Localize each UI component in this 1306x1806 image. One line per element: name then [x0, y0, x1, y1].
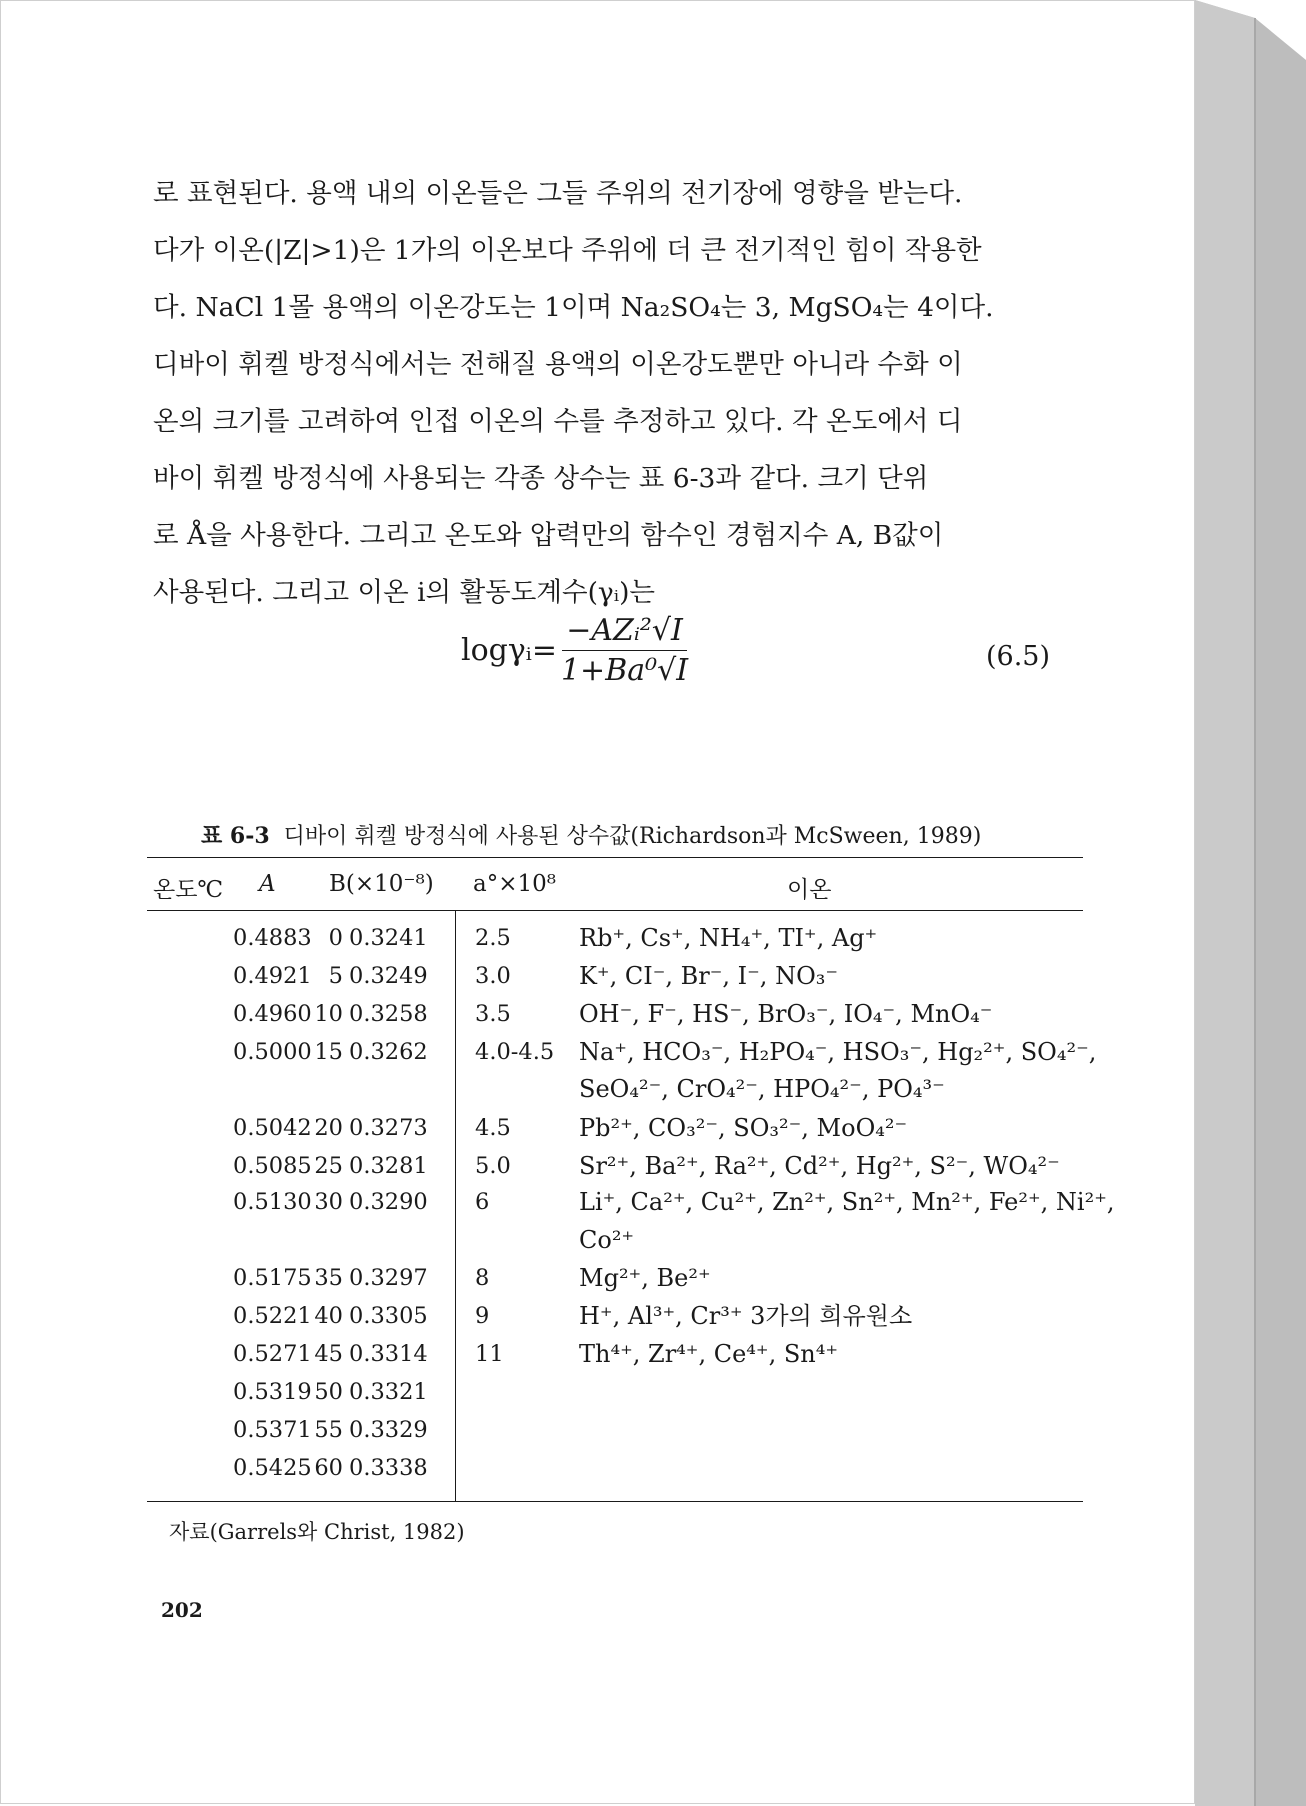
- ions-cell: Sr²⁺, Ba²⁺, Ra²⁺, Cd²⁺, Hg²⁺, S²⁻, WO₄²⁻: [579, 1152, 1060, 1180]
- paragraph-line: 로 표현된다. 용액 내의 이온들은 그들 주위의 전기장에 영향을 받는다.: [153, 178, 963, 209]
- table-source: 자료(Garrels와 Christ, 1982): [169, 1520, 465, 1544]
- ion-size-cell: 4.0-4.5: [475, 1039, 555, 1065]
- b-cell: 0.3273: [349, 1115, 428, 1141]
- book-page-edge: [1195, 0, 1306, 1806]
- header-b: B(×10⁻⁸): [329, 871, 434, 897]
- ions-cell: H⁺, Al³⁺, Cr³⁺ 3가의 희유원소: [579, 1302, 913, 1330]
- b-cell: 0.3338: [349, 1455, 428, 1481]
- temperature-cell: 60: [314, 1455, 343, 1481]
- table-row: [147, 1411, 1083, 1449]
- ion-size-cell: 3.0: [475, 963, 511, 989]
- table-row: [147, 1335, 1083, 1373]
- paragraph-line: 사용된다. 그리고 이온 i의 활동도계수(γᵢ)는: [153, 577, 656, 608]
- a-cell: 0.5175: [233, 1265, 312, 1291]
- a-cell: 0.5221: [233, 1303, 312, 1329]
- table-row: [147, 1297, 1083, 1335]
- ion-size-cell: 8: [475, 1265, 490, 1291]
- a-cell: 0.5371: [233, 1417, 312, 1443]
- temperature-cell: 5: [328, 963, 343, 989]
- a-cell: 0.5000: [233, 1039, 312, 1065]
- table-row: [147, 1147, 1083, 1185]
- temperature-cell: 35: [314, 1265, 343, 1291]
- temperature-cell: 20: [314, 1115, 343, 1141]
- temperature-cell: 25: [314, 1153, 343, 1179]
- a-cell: 0.5271: [233, 1341, 312, 1367]
- a-cell: 0.4883: [233, 925, 312, 951]
- a-cell: 0.5085: [233, 1153, 312, 1179]
- ion-size-cell: 4.5: [475, 1115, 511, 1141]
- b-cell: 0.3241: [349, 925, 428, 951]
- a-cell: 0.5042: [233, 1115, 312, 1141]
- ion-size-cell: 2.5: [475, 925, 511, 951]
- ions-cell: Rb⁺, Cs⁺, NH₄⁺, TI⁺, Ag⁺: [579, 924, 878, 952]
- ions-cell: Co²⁺: [579, 1226, 635, 1254]
- ion-size-cell: 6: [475, 1189, 490, 1215]
- b-cell: 0.3297: [349, 1265, 428, 1291]
- table-row: [147, 1183, 1115, 1221]
- paragraph-line: 디바이 휘켈 방정식에서는 전해질 용액의 이온강도뿐만 아니라 수화 이: [153, 349, 963, 380]
- ion-size-cell: 11: [475, 1341, 504, 1367]
- b-cell: 0.3249: [349, 963, 428, 989]
- table-row: [147, 919, 1083, 957]
- body-paragraph: [153, 165, 1058, 621]
- table-row: [147, 1449, 1083, 1487]
- equation-denominator: 1+Ba⁰√I: [560, 653, 689, 688]
- table-row: [147, 1070, 1083, 1108]
- paragraph-line: 바이 휘켈 방정식에 사용되는 각종 상수는 표 6-3과 같다. 크기 단위: [153, 463, 929, 494]
- table-label: 표 6-3: [201, 823, 270, 849]
- a-cell: 0.4921: [233, 963, 312, 989]
- table-top-rule: [147, 857, 1083, 858]
- equation-lhs: logγᵢ=: [461, 633, 557, 668]
- table-row: [147, 1033, 1097, 1071]
- b-cell: 0.3329: [349, 1417, 428, 1443]
- b-cell: 0.3258: [349, 1001, 428, 1027]
- ion-size-cell: 9: [475, 1303, 490, 1329]
- ion-size-cell: 5.0: [475, 1153, 511, 1179]
- a-cell: 0.5425: [233, 1455, 312, 1481]
- header-temperature: 온도℃: [153, 877, 224, 903]
- paragraph-line: 온의 크기를 고려하여 인접 이온의 수를 추정하고 있다. 각 온도에서 디: [153, 406, 963, 437]
- table-caption: [201, 819, 981, 850]
- b-cell: 0.3305: [349, 1303, 428, 1329]
- temperature-cell: 15: [314, 1039, 343, 1065]
- ions-cell: SeO₄²⁻, CrO₄²⁻, HPO₄²⁻, PO₄³⁻: [579, 1075, 945, 1103]
- header-ions: 이온: [787, 877, 832, 903]
- temperature-cell: 30: [314, 1189, 343, 1215]
- b-cell: 0.3262: [349, 1039, 428, 1065]
- table-header-rule: [147, 910, 1083, 911]
- equation: [461, 613, 688, 688]
- temperature-cell: 10: [314, 1001, 343, 1027]
- a-cell: 0.4960: [233, 1001, 312, 1027]
- b-cell: 0.3321: [349, 1379, 428, 1405]
- temperature-cell: 0: [328, 925, 343, 951]
- table-row: [147, 1221, 1083, 1259]
- ion-size-cell: 3.5: [475, 1001, 511, 1027]
- temperature-cell: 45: [314, 1341, 343, 1367]
- paragraph-line: 로 Å을 사용한다. 그리고 온도와 압력만의 함수인 경험지수 A, B값이: [153, 520, 944, 551]
- header-a: A: [259, 871, 276, 897]
- table-bottom-rule: [147, 1501, 1083, 1502]
- ions-cell: Th⁴⁺, Zr⁴⁺, Ce⁴⁺, Sn⁴⁺: [579, 1340, 839, 1368]
- a-cell: 0.5319: [233, 1379, 312, 1405]
- table-row: [147, 1259, 1083, 1297]
- table-caption-text: 디바이 휘켈 방정식에 사용된 상수값(Richardson과 McSween, 1989): [283, 824, 982, 849]
- ions-cell: Pb²⁺, CO₃²⁻, SO₃²⁻, MoO₄²⁻: [579, 1114, 908, 1142]
- b-cell: 0.3314: [349, 1341, 428, 1367]
- temperature-cell: 40: [314, 1303, 343, 1329]
- equation-number: (6.5): [986, 641, 1051, 672]
- ions-cell: Mg²⁺, Be²⁺: [579, 1264, 711, 1292]
- table-row: [147, 995, 1083, 1033]
- paragraph-line: 다가 이온(|Z|>1)은 1가의 이온보다 주위에 더 큰 전기적인 힘이 작용한: [153, 235, 982, 266]
- temperature-cell: 55: [314, 1417, 343, 1443]
- ions-cell: OH⁻, F⁻, HS⁻, BrO₃⁻, IO₄⁻, MnO₄⁻: [579, 1000, 993, 1028]
- table-row: [147, 957, 1083, 995]
- header-ion-size: a°×10⁸: [473, 871, 556, 897]
- page-number: 202: [161, 1598, 203, 1622]
- ions-cell: K⁺, CI⁻, Br⁻, I⁻, NO₃⁻: [579, 962, 839, 990]
- ions-cell: Li⁺, Ca²⁺, Cu²⁺, Zn²⁺, Sn²⁺, Mn²⁺, Fe²⁺, Ni²⁺,: [579, 1188, 1115, 1216]
- paragraph-line: 다. NaCl 1몰 용액의 이온강도는 1이며 Na₂SO₄는 3, MgSO₄는 4이다.: [153, 292, 994, 323]
- equation-numerator: −AZᵢ²√I: [562, 613, 687, 651]
- equation-fraction: [561, 613, 688, 688]
- table-row: [147, 1373, 1083, 1411]
- ions-cell: Na⁺, HCO₃⁻, H₂PO₄⁻, HSO₃⁻, Hg₂²⁺, SO₄²⁻,: [579, 1038, 1097, 1066]
- b-cell: 0.3290: [349, 1189, 428, 1215]
- a-cell: 0.5130: [233, 1189, 312, 1215]
- b-cell: 0.3281: [349, 1153, 428, 1179]
- table-row: [147, 1109, 1083, 1147]
- temperature-cell: 50: [314, 1379, 343, 1405]
